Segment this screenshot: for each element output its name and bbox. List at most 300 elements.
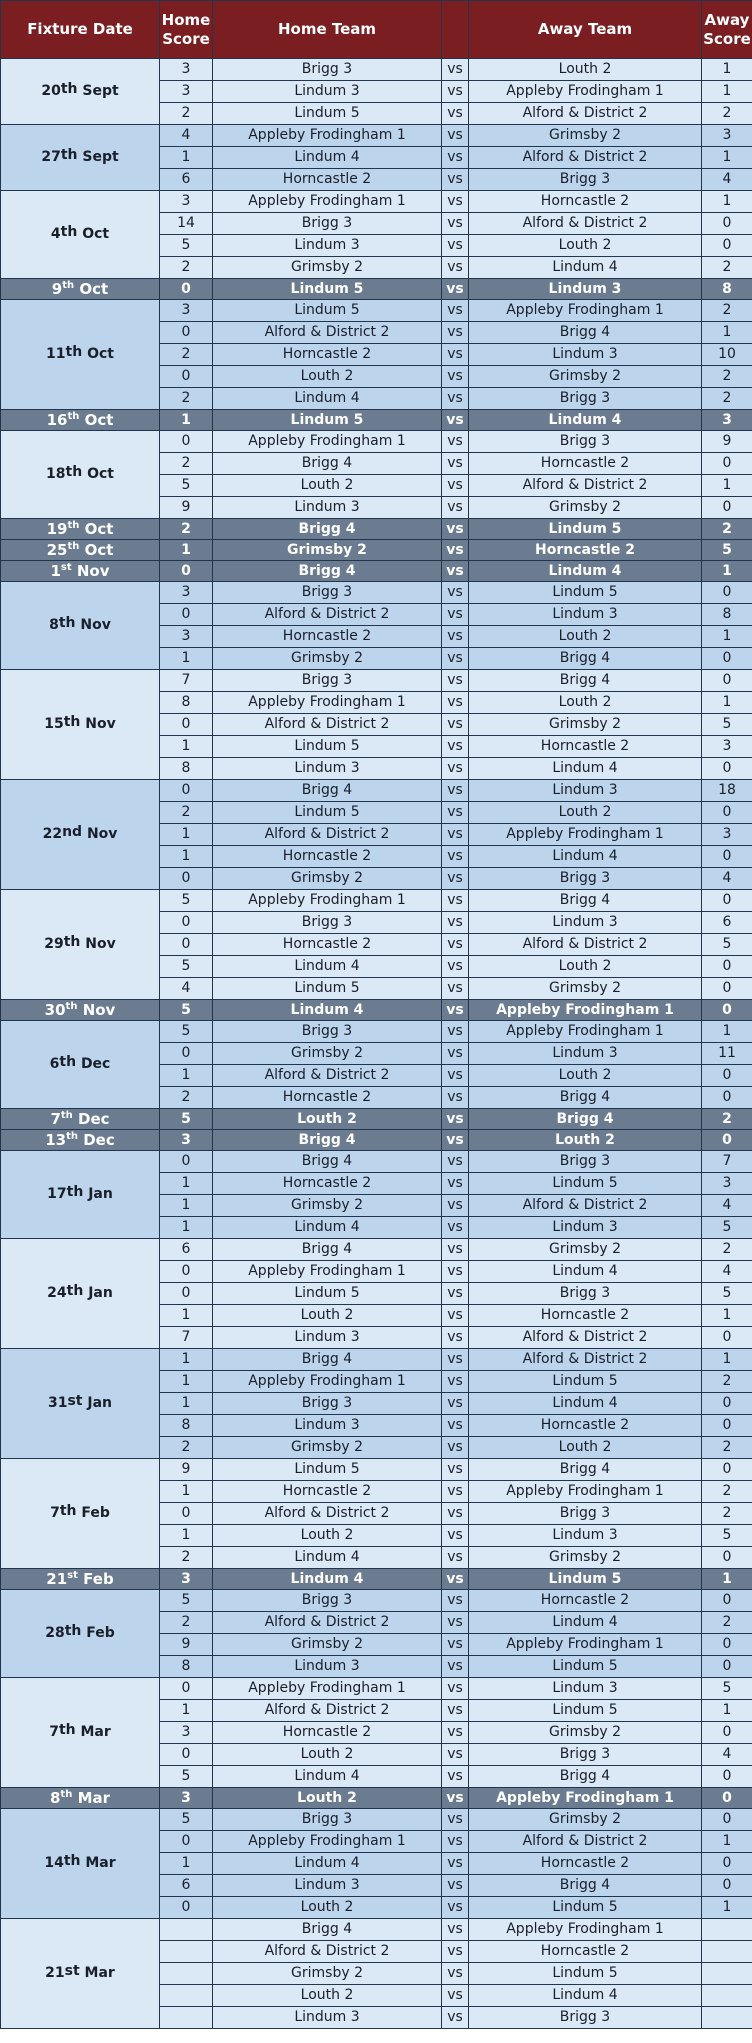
home-score: 5 — [160, 1000, 213, 1021]
home-score: 1 — [160, 1371, 213, 1393]
vs-label: vs — [442, 2007, 469, 2029]
home-score: 2 — [160, 1437, 213, 1459]
away-team: Louth 2 — [469, 235, 702, 257]
fixture-row — [1, 125, 752, 147]
home-score: 2 — [160, 257, 213, 279]
away-team: Horncastle 2 — [469, 736, 702, 758]
home-team: Appleby Frodingham 1 — [213, 431, 442, 453]
fixture-row — [1, 1919, 752, 1941]
header-away-team: Away Team — [469, 1, 702, 59]
header-home-team: Home Team — [213, 1, 442, 59]
away-score: 0 — [702, 1547, 752, 1569]
home-team: Horncastle 2 — [213, 846, 442, 868]
vs-label: vs — [442, 1239, 469, 1261]
home-team: Alford & District 2 — [213, 824, 442, 846]
date-month: Feb — [81, 1505, 110, 1521]
home-team: Lindum 3 — [213, 1327, 442, 1349]
vs-label: vs — [442, 388, 469, 410]
vs-label: vs — [442, 410, 469, 431]
away-score: 2 — [702, 1371, 752, 1393]
vs-label: vs — [442, 475, 469, 497]
fixture-row — [1, 431, 752, 453]
away-team: Brigg 3 — [469, 1151, 702, 1173]
vs-label: vs — [442, 1217, 469, 1239]
away-team: Appleby Frodingham 1 — [469, 1634, 702, 1656]
date-suffix: th — [60, 81, 78, 97]
home-team: Louth 2 — [213, 1897, 442, 1919]
date-day: 29 — [44, 936, 64, 952]
away-score: 2 — [702, 366, 752, 388]
home-score: 2 — [160, 519, 213, 540]
fixture-date — [1, 890, 160, 1000]
home-score: 7 — [160, 670, 213, 692]
home-team: Brigg 3 — [213, 1590, 442, 1612]
away-score: 1 — [702, 81, 752, 103]
vs-label: vs — [442, 868, 469, 890]
vs-label: vs — [442, 1087, 469, 1109]
home-score: 0 — [160, 431, 213, 453]
fixture-row — [1, 540, 752, 561]
away-score: 5 — [702, 1678, 752, 1700]
date-day: 1 — [50, 562, 61, 580]
vs-label: vs — [442, 648, 469, 670]
home-score: 1 — [160, 846, 213, 868]
home-team: Lindum 4 — [213, 388, 442, 410]
home-team: Appleby Frodingham 1 — [213, 890, 442, 912]
home-score: 1 — [160, 1853, 213, 1875]
home-score: 1 — [160, 1700, 213, 1722]
home-score: 6 — [160, 1875, 213, 1897]
vs-label: vs — [442, 1393, 469, 1415]
vs-label: vs — [442, 366, 469, 388]
date-month: Mar — [85, 1855, 116, 1871]
home-team: Lindum 3 — [213, 2007, 442, 2029]
away-score: 4 — [702, 169, 752, 191]
away-score: 9 — [702, 431, 752, 453]
home-team: Lindum 5 — [213, 802, 442, 824]
away-score: 8 — [702, 279, 752, 300]
date-month: Dec — [78, 1110, 110, 1128]
home-team: Lindum 5 — [213, 1283, 442, 1305]
away-score: 0 — [702, 1065, 752, 1087]
date-day: 9 — [51, 280, 63, 298]
date-month: Nov — [85, 716, 116, 732]
date-day: 18 — [46, 466, 66, 482]
away-team: Louth 2 — [469, 692, 702, 714]
vs-label: vs — [442, 540, 469, 561]
away-team: Lindum 5 — [469, 1700, 702, 1722]
vs-label: vs — [442, 1985, 469, 2007]
date-suffix: th — [67, 541, 80, 552]
away-score: 2 — [702, 300, 752, 322]
home-team: Alford & District 2 — [213, 1065, 442, 1087]
away-score: 2 — [702, 1503, 752, 1525]
date-suffix: th — [66, 1283, 84, 1299]
away-team: Grimsby 2 — [469, 125, 702, 147]
away-team: Lindum 3 — [469, 1217, 702, 1239]
vs-label: vs — [442, 736, 469, 758]
home-team: Lindum 4 — [213, 1569, 442, 1590]
vs-label: vs — [442, 147, 469, 169]
fixtures-body — [1, 59, 752, 2029]
away-team: Louth 2 — [469, 802, 702, 824]
home-score: 5 — [160, 235, 213, 257]
vs-label: vs — [442, 890, 469, 912]
away-score: 2 — [702, 257, 752, 279]
away-score: 0 — [702, 670, 752, 692]
away-team: Appleby Frodingham 1 — [469, 824, 702, 846]
away-team: Lindum 5 — [469, 519, 702, 540]
away-score: 3 — [702, 824, 752, 846]
home-team: Brigg 3 — [213, 59, 442, 81]
fixture-row — [1, 1130, 752, 1151]
fixture-date — [1, 1109, 160, 1130]
home-team: Brigg 4 — [213, 1919, 442, 1941]
vs-label: vs — [442, 1043, 469, 1065]
away-team: Louth 2 — [469, 1065, 702, 1087]
away-score — [702, 1985, 752, 2007]
vs-label: vs — [442, 213, 469, 235]
fixture-row — [1, 1459, 752, 1481]
home-team: Horncastle 2 — [213, 934, 442, 956]
date-month: Nov — [82, 1001, 116, 1019]
vs-label: vs — [442, 1700, 469, 1722]
home-score: 1 — [160, 1349, 213, 1371]
home-score: 0 — [160, 366, 213, 388]
vs-label: vs — [442, 1109, 469, 1130]
vs-label: vs — [442, 1569, 469, 1590]
vs-label: vs — [442, 626, 469, 648]
home-score: 8 — [160, 1415, 213, 1437]
away-team: Lindum 4 — [469, 758, 702, 780]
home-team: Lindum 3 — [213, 497, 442, 519]
vs-label: vs — [442, 824, 469, 846]
away-team: Horncastle 2 — [469, 540, 702, 561]
home-team: Lindum 4 — [213, 1000, 442, 1021]
away-score: 0 — [702, 1788, 752, 1809]
away-team: Lindum 5 — [469, 582, 702, 604]
fixture-date — [1, 1788, 160, 1809]
away-score: 1 — [702, 561, 752, 582]
away-score: 4 — [702, 1195, 752, 1217]
home-team: Lindum 3 — [213, 235, 442, 257]
date-day: 19 — [46, 520, 68, 538]
fixture-row — [1, 519, 752, 540]
vs-label: vs — [442, 431, 469, 453]
vs-label: vs — [442, 1919, 469, 1941]
home-score: 2 — [160, 802, 213, 824]
home-score: 4 — [160, 978, 213, 1000]
away-score: 3 — [702, 125, 752, 147]
home-score: 0 — [160, 934, 213, 956]
date-month: Feb — [83, 1570, 114, 1588]
home-team: Grimsby 2 — [213, 868, 442, 890]
home-score: 2 — [160, 1547, 213, 1569]
home-score: 1 — [160, 1393, 213, 1415]
fixture-date — [1, 279, 160, 300]
vs-label: vs — [442, 497, 469, 519]
date-day: 7 — [50, 1505, 60, 1521]
fixture-date — [1, 670, 160, 780]
away-team: Horncastle 2 — [469, 1305, 702, 1327]
away-score: 5 — [702, 934, 752, 956]
vs-label: vs — [442, 1415, 469, 1437]
home-score: 3 — [160, 626, 213, 648]
home-score: 1 — [160, 1217, 213, 1239]
home-team: Horncastle 2 — [213, 1087, 442, 1109]
home-team: Appleby Frodingham 1 — [213, 1371, 442, 1393]
date-day: 6 — [49, 1056, 60, 1072]
home-score: 1 — [160, 1305, 213, 1327]
away-score: 8 — [702, 604, 752, 626]
away-score — [702, 1941, 752, 1963]
vs-label: vs — [442, 1000, 469, 1021]
away-score: 0 — [702, 1656, 752, 1678]
home-score: 5 — [160, 1809, 213, 1831]
away-team: Brigg 3 — [469, 1283, 702, 1305]
date-suffix: th — [63, 1853, 81, 1869]
away-team: Brigg 4 — [469, 1875, 702, 1897]
away-score: 10 — [702, 344, 752, 366]
home-score: 3 — [160, 1130, 213, 1151]
home-team: Louth 2 — [213, 366, 442, 388]
fixture-row — [1, 1000, 752, 1021]
home-team: Lindum 5 — [213, 1459, 442, 1481]
home-score: 1 — [160, 1065, 213, 1087]
home-team: Grimsby 2 — [213, 1437, 442, 1459]
home-team: Brigg 3 — [213, 1021, 442, 1043]
home-score: 5 — [160, 1021, 213, 1043]
away-score: 0 — [702, 1722, 752, 1744]
home-score — [160, 1963, 213, 1985]
away-score: 0 — [702, 497, 752, 519]
vs-label: vs — [442, 1875, 469, 1897]
date-month: Feb — [86, 1625, 115, 1641]
date-month: Mar — [77, 1789, 111, 1807]
away-score: 1 — [702, 191, 752, 213]
home-score: 8 — [160, 758, 213, 780]
home-score: 2 — [160, 1087, 213, 1109]
home-team: Brigg 3 — [213, 670, 442, 692]
away-score: 1 — [702, 626, 752, 648]
fixture-row — [1, 890, 752, 912]
date-day: 28 — [45, 1625, 65, 1641]
vs-label: vs — [442, 1634, 469, 1656]
fixture-date — [1, 300, 160, 410]
away-team: Appleby Frodingham 1 — [469, 1021, 702, 1043]
home-team: Louth 2 — [213, 1525, 442, 1547]
vs-label: vs — [442, 1503, 469, 1525]
away-team: Lindum 4 — [469, 846, 702, 868]
away-team: Alford & District 2 — [469, 103, 702, 125]
away-score: 6 — [702, 912, 752, 934]
vs-label: vs — [442, 453, 469, 475]
away-score: 0 — [702, 1393, 752, 1415]
away-team: Lindum 4 — [469, 561, 702, 582]
away-score: 1 — [702, 475, 752, 497]
fixture-date — [1, 1151, 160, 1239]
away-team: Horncastle 2 — [469, 1415, 702, 1437]
home-team: Appleby Frodingham 1 — [213, 125, 442, 147]
date-month: Oct — [82, 226, 110, 242]
date-month: Nov — [76, 562, 110, 580]
home-team: Lindum 5 — [213, 279, 442, 300]
fixture-row — [1, 1678, 752, 1700]
vs-label: vs — [442, 1261, 469, 1283]
home-team: Lindum 3 — [213, 1656, 442, 1678]
home-score — [160, 2007, 213, 2029]
date-month: Dec — [80, 1056, 111, 1072]
vs-label: vs — [442, 1195, 469, 1217]
home-team: Horncastle 2 — [213, 344, 442, 366]
away-team: Appleby Frodingham 1 — [469, 1000, 702, 1021]
away-score: 1 — [702, 692, 752, 714]
vs-label: vs — [442, 257, 469, 279]
away-team: Lindum 3 — [469, 1525, 702, 1547]
away-team: Brigg 3 — [469, 388, 702, 410]
away-score: 0 — [702, 758, 752, 780]
away-score: 0 — [702, 1327, 752, 1349]
home-score: 0 — [160, 1503, 213, 1525]
away-score: 4 — [702, 1261, 752, 1283]
vs-label: vs — [442, 235, 469, 257]
date-month: Nov — [85, 936, 116, 952]
home-team: Alford & District 2 — [213, 1941, 442, 1963]
date-day: 21 — [46, 1570, 68, 1588]
away-team: Grimsby 2 — [469, 1809, 702, 1831]
away-team: Lindum 3 — [469, 1043, 702, 1065]
away-score: 0 — [702, 956, 752, 978]
away-team: Grimsby 2 — [469, 714, 702, 736]
away-team: Brigg 3 — [469, 169, 702, 191]
home-team: Alford & District 2 — [213, 604, 442, 626]
home-team: Brigg 3 — [213, 1809, 442, 1831]
home-team: Louth 2 — [213, 1109, 442, 1130]
home-team: Brigg 4 — [213, 1349, 442, 1371]
away-team: Appleby Frodingham 1 — [469, 300, 702, 322]
away-team: Grimsby 2 — [469, 1722, 702, 1744]
away-score: 4 — [702, 868, 752, 890]
home-score: 0 — [160, 714, 213, 736]
date-day: 27 — [41, 149, 61, 165]
away-team: Louth 2 — [469, 956, 702, 978]
date-month: Nov — [80, 617, 111, 633]
away-score: 1 — [702, 1305, 752, 1327]
away-score: 2 — [702, 1612, 752, 1634]
away-score: 0 — [702, 1415, 752, 1437]
fixture-date — [1, 1130, 160, 1151]
away-team: Brigg 4 — [469, 1459, 702, 1481]
away-score: 2 — [702, 1437, 752, 1459]
away-score: 5 — [702, 1283, 752, 1305]
away-team: Lindum 4 — [469, 1261, 702, 1283]
home-team: Brigg 4 — [213, 1239, 442, 1261]
away-team: Appleby Frodingham 1 — [469, 81, 702, 103]
home-team: Lindum 4 — [213, 1547, 442, 1569]
away-team: Louth 2 — [469, 59, 702, 81]
away-team: Alford & District 2 — [469, 213, 702, 235]
fixture-date — [1, 191, 160, 279]
away-team: Grimsby 2 — [469, 1239, 702, 1261]
away-score — [702, 2007, 752, 2029]
home-team: Louth 2 — [213, 1305, 442, 1327]
away-score — [702, 1963, 752, 1985]
fixture-row — [1, 1021, 752, 1043]
date-month: Dec — [83, 1131, 115, 1149]
home-score: 5 — [160, 1109, 213, 1130]
date-suffix: st — [64, 1963, 80, 1979]
fixture-date — [1, 1349, 160, 1459]
away-team: Brigg 4 — [469, 1766, 702, 1788]
away-team: Alford & District 2 — [469, 1349, 702, 1371]
home-team: Louth 2 — [213, 1744, 442, 1766]
date-suffix: th — [60, 147, 78, 163]
home-team: Lindum 5 — [213, 978, 442, 1000]
vs-label: vs — [442, 59, 469, 81]
away-team: Horncastle 2 — [469, 1853, 702, 1875]
date-month: Oct — [84, 520, 114, 538]
home-score: 5 — [160, 1590, 213, 1612]
home-team: Grimsby 2 — [213, 648, 442, 670]
away-score: 4 — [702, 1744, 752, 1766]
home-team: Brigg 4 — [213, 780, 442, 802]
home-score: 5 — [160, 890, 213, 912]
home-team: Lindum 5 — [213, 300, 442, 322]
away-score: 2 — [702, 1481, 752, 1503]
fixture-date — [1, 1569, 160, 1590]
away-team: Lindum 4 — [469, 1612, 702, 1634]
away-team: Lindum 4 — [469, 1393, 702, 1415]
away-score: 5 — [702, 1525, 752, 1547]
home-team: Brigg 4 — [213, 519, 442, 540]
away-team: Grimsby 2 — [469, 1547, 702, 1569]
home-team: Brigg 4 — [213, 561, 442, 582]
date-suffix: st — [67, 1570, 78, 1581]
date-suffix: th — [58, 1722, 76, 1738]
vs-label: vs — [442, 1656, 469, 1678]
vs-label: vs — [442, 1766, 469, 1788]
away-team: Alford & District 2 — [469, 934, 702, 956]
away-team: Grimsby 2 — [469, 978, 702, 1000]
vs-label: vs — [442, 1897, 469, 1919]
date-suffix: th — [66, 1184, 84, 1200]
fixture-row — [1, 279, 752, 300]
home-team: Grimsby 2 — [213, 257, 442, 279]
home-score: 14 — [160, 213, 213, 235]
vs-label: vs — [442, 1941, 469, 1963]
vs-label: vs — [442, 1327, 469, 1349]
vs-label: vs — [442, 1678, 469, 1700]
home-score: 4 — [160, 125, 213, 147]
vs-label: vs — [442, 1963, 469, 1985]
vs-label: vs — [442, 1349, 469, 1371]
home-team: Brigg 3 — [213, 912, 442, 934]
home-team: Brigg 3 — [213, 213, 442, 235]
away-team: Lindum 5 — [469, 1371, 702, 1393]
home-team: Appleby Frodingham 1 — [213, 191, 442, 213]
home-score: 9 — [160, 1459, 213, 1481]
away-score: 0 — [702, 1590, 752, 1612]
away-team: Grimsby 2 — [469, 497, 702, 519]
vs-label: vs — [442, 1481, 469, 1503]
date-suffix: th — [66, 1131, 78, 1142]
away-team: Lindum 4 — [469, 1985, 702, 2007]
fixture-row — [1, 561, 752, 582]
header-away-score: Away Score — [702, 1, 752, 59]
vs-label: vs — [442, 1744, 469, 1766]
away-team: Lindum 3 — [469, 344, 702, 366]
home-team: Lindum 4 — [213, 147, 442, 169]
